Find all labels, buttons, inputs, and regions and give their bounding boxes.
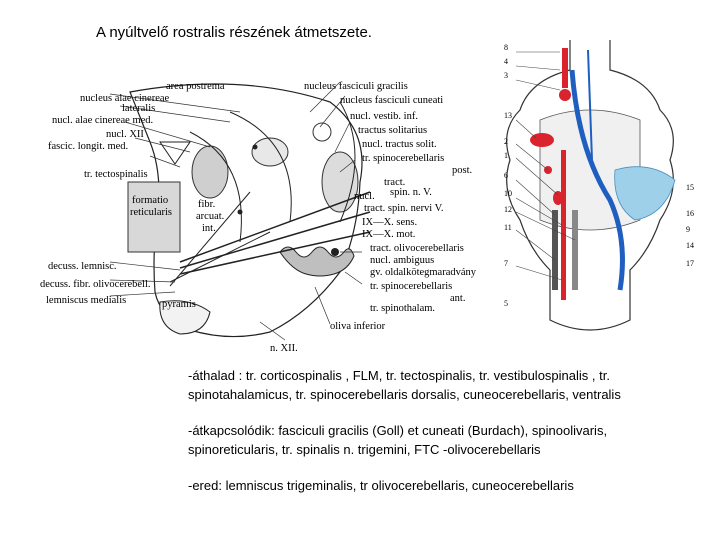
label-num-6: 6: [504, 171, 508, 180]
label-post: post.: [452, 165, 473, 176]
label-pyramis: pyramis: [162, 299, 196, 310]
label-nucl-xii: nucl. XII: [106, 129, 144, 140]
label-ix-x-sens: IX—X. sens.: [362, 217, 418, 228]
label-spin-n-v: spin. n. V.: [390, 187, 432, 198]
label-nucl-alae-cinereae-med: nucl. alae cinereae med.: [52, 115, 154, 126]
label-num-2: 2: [504, 137, 508, 146]
label-ant: ant.: [450, 293, 466, 304]
label-num-12: 12: [504, 205, 512, 214]
label-num-5: 5: [504, 299, 508, 308]
label-num-14: 14: [686, 241, 694, 250]
label-area-postrema: area postrema: [166, 81, 225, 92]
note-ered: -ered: lemniscus trigeminalis, tr olivocerebellaris, cuneocerebellaris: [188, 478, 574, 493]
label-nucl-vestib-inf: nucl. vestib. inf.: [350, 111, 418, 122]
label-num-3: 3: [504, 71, 508, 80]
label-nucleus-fasciculi-gracilis: nucleus fasciculi gracilis: [304, 81, 408, 92]
label-num-1: 1: [504, 151, 508, 160]
note-athalad: -áthalad : tr. corticospinalis , FLM, tr. tectospinalis, tr. vestibulospinalis , tr. spinotahalamicus, tr. spinocerebellaris dorsalis, cuneocerebellaris, ventralis: [188, 368, 621, 402]
label-nucl: nucl.: [354, 191, 375, 202]
label-reticularis: reticularis: [130, 207, 172, 218]
label-tr-tectospinalis: tr. tectospinalis: [84, 169, 148, 180]
label-lemniscus-medialis: lemniscus medialis: [46, 295, 127, 306]
label-decuss-fibr-olivocerebell: decuss. fibr. olivocerebell.: [40, 279, 151, 290]
label-fibr: fibr.: [198, 199, 216, 210]
label-num-7: 7: [504, 259, 508, 268]
label-num-17: 17: [686, 259, 694, 268]
label-num-13: 13: [504, 111, 512, 120]
label-num-4: 4: [504, 57, 508, 66]
label-tract-spin-nervi-v: tract. spin. nervi V.: [364, 203, 444, 214]
label-oliva-inferior: oliva inferior: [330, 321, 386, 332]
label-num-16: 16: [686, 209, 694, 218]
label-num-15: 15: [686, 183, 694, 192]
label-tract: tract.: [384, 177, 406, 188]
label-n-xii: n. XII.: [270, 343, 298, 354]
label-num-11: 11: [504, 223, 512, 232]
medulla-cross-section: [40, 72, 480, 362]
label-tractus-solitarius: tractus solitarius: [358, 125, 428, 136]
label-num-10: 10: [504, 189, 512, 198]
brainstem-drawing: [500, 40, 700, 340]
label-nucleus-alae-cinereae: nucleus alae cinereae: [80, 93, 170, 104]
notes-block: [188, 366, 688, 512]
label-ix-x-mot: IX—X. mot.: [362, 229, 416, 240]
note-atkapcsolodik: -átkapcsolódik: fasciculi gracilis (Goll) et cuneati (Burdach), spinoolivaris, spinoreticularis, tr. spinalis n. trigemini, FTC -olivocerebellaris: [188, 423, 608, 457]
label-int: int.: [202, 223, 216, 234]
label-tr-spinocerebellaris-post: tr. spinocerebellaris: [362, 153, 445, 164]
label-fascic-longit-med: fascic. longit. med.: [48, 141, 129, 152]
label-nucleus-fasciculi-cuneati: nucleus fasciculi cuneati: [340, 95, 444, 106]
label-nucl-tractus-solit: nucl. tractus solit.: [362, 139, 437, 150]
label-num-8: 8: [504, 43, 508, 52]
label-tr-spinocerebellaris-ant: tr. spinocerebellaris: [370, 281, 453, 292]
label-num-9: 9: [686, 225, 690, 234]
label-nucl-ambiguus: nucl. ambiguus: [370, 255, 435, 266]
page-title: A nyúltvelő rostralis részének átmetszete.: [96, 24, 372, 41]
label-tract-olivocerebellaris: tract. olivocerebellaris: [370, 243, 464, 254]
label-decuss-lemnisc: decuss. lemnisc.: [48, 261, 117, 272]
label-arcuat: arcuat.: [196, 211, 225, 222]
label-gv-oldalkotegmaradvany: gv. oldalkötegmaradvány: [370, 267, 477, 278]
label-formatio: formatio: [132, 195, 169, 206]
label-tr-spinothalam: tr. spinothalam.: [370, 303, 436, 314]
label-lateralis: lateralis: [122, 103, 156, 114]
brainstem-dorsal-view: [500, 40, 700, 340]
